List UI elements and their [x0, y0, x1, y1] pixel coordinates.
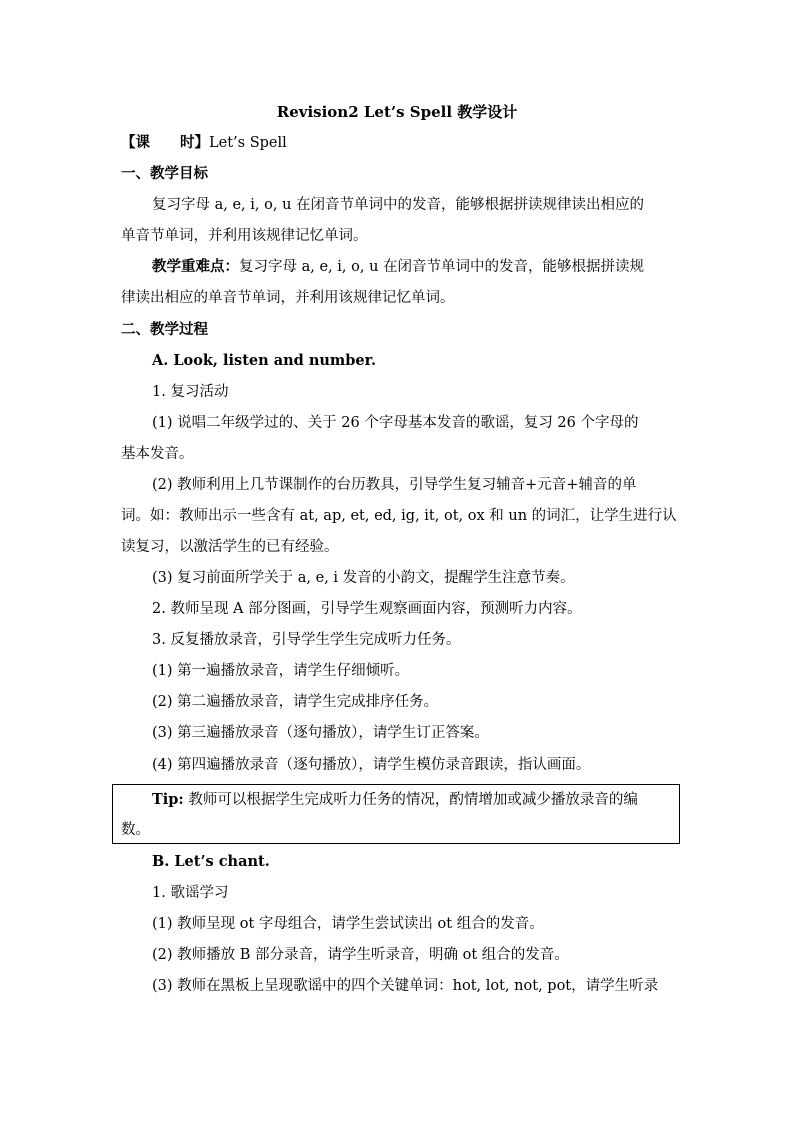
step-a1-2-line-1: (2) 教师利用上几节课制作的台历教具，引导学生复习辅音+元音+辅音的单	[152, 477, 637, 493]
step-a1-2-line-3: 读复习，以激活学生的已有经验。	[121, 539, 339, 555]
tip-label: Tip:	[152, 791, 184, 808]
key-points-text: 复习字母 a, e, i, o, u 在闭音节单词中的发音，能够根据拼读规	[239, 259, 645, 275]
tip-line-1	[152, 790, 638, 810]
step-b1-1: (1) 教师呈现 ot 字母组合，请学生尝试读出 ot 组合的发音。	[152, 916, 544, 932]
step-a1-1-line-1: (1) 说唱二年级学过的、关于 26 个字母基本发音的歌谣，复习 26 个字母的	[152, 415, 639, 431]
step-a1-2-line-2: 词。如：教师出示一些含有 at, ap, et, ed, ig, it, ot, ox 和 un 的词汇，让学生进行认	[121, 508, 677, 524]
goal-text-line-1: 复习字母 a, e, i, o, u 在闭音节单词中的发音，能够根据拼读规律读出相应的	[152, 197, 645, 213]
step-a3-4: (4) 第四遍播放录音（逐句播放），请学生模仿录音跟读，指认画面。	[152, 757, 591, 773]
step-a1-3: (3) 复习前面所学关于 a, e, i 发音的小韵文，提醒学生注意节奏。	[152, 570, 575, 586]
part-b-heading: B. Let’s chant.	[152, 853, 270, 870]
step-b1-2: (2) 教师播放 B 部分录音，请学生听录音，明确 ot 组合的发音。	[152, 947, 569, 963]
document-title: Revision2 Let’s Spell 教学设计	[276, 103, 518, 121]
step-a3-2: (2) 第二遍播放录音，请学生完成排序任务。	[152, 694, 439, 710]
lesson-label-right: 时】	[180, 134, 209, 151]
step-b1: 1. 歌谣学习	[152, 885, 229, 901]
goal-text-line-2: 单音节单词，并利用该规律记忆单词。	[121, 228, 368, 244]
part-a-heading: A. Look, listen and number.	[152, 352, 376, 369]
step-a3: 3. 反复播放录音，引导学生学生完成听力任务。	[152, 632, 461, 648]
key-points-line-1	[152, 257, 644, 277]
tip-text: 教师可以根据学生完成听力任务的情况，酌情增加或减少播放录音的编	[183, 792, 638, 808]
lesson-line	[121, 133, 287, 153]
lesson-value: Let’s Spell	[209, 135, 287, 151]
key-points-label: 教学重难点：	[152, 258, 239, 275]
section-heading-process: 二、教学过程	[121, 321, 208, 338]
step-a3-1: (1) 第一遍播放录音，请学生仔细倾听。	[152, 663, 410, 679]
step-a1: 1. 复习活动	[152, 384, 229, 400]
tip-line-2: 数。	[121, 822, 150, 838]
lesson-label-left: 【课	[121, 134, 150, 151]
lesson-label	[121, 134, 209, 151]
step-a3-3: (3) 第三遍播放录音（逐句播放），请学生订正答案。	[152, 725, 489, 741]
step-b1-3: (3) 教师在黑板上呈现歌谣中的四个关键单词：hot, lot, not, pot，请学生听录	[152, 978, 659, 994]
section-heading-goals: 一、教学目标	[121, 165, 208, 182]
step-a2: 2. 教师呈现 A 部分图画，引导学生观察画面内容，预测听力内容。	[152, 601, 582, 617]
key-points-line-2: 律读出相应的单音节单词，并利用该规律记忆单词。	[121, 290, 455, 306]
step-a1-1-line-2: 基本发音。	[121, 446, 194, 462]
